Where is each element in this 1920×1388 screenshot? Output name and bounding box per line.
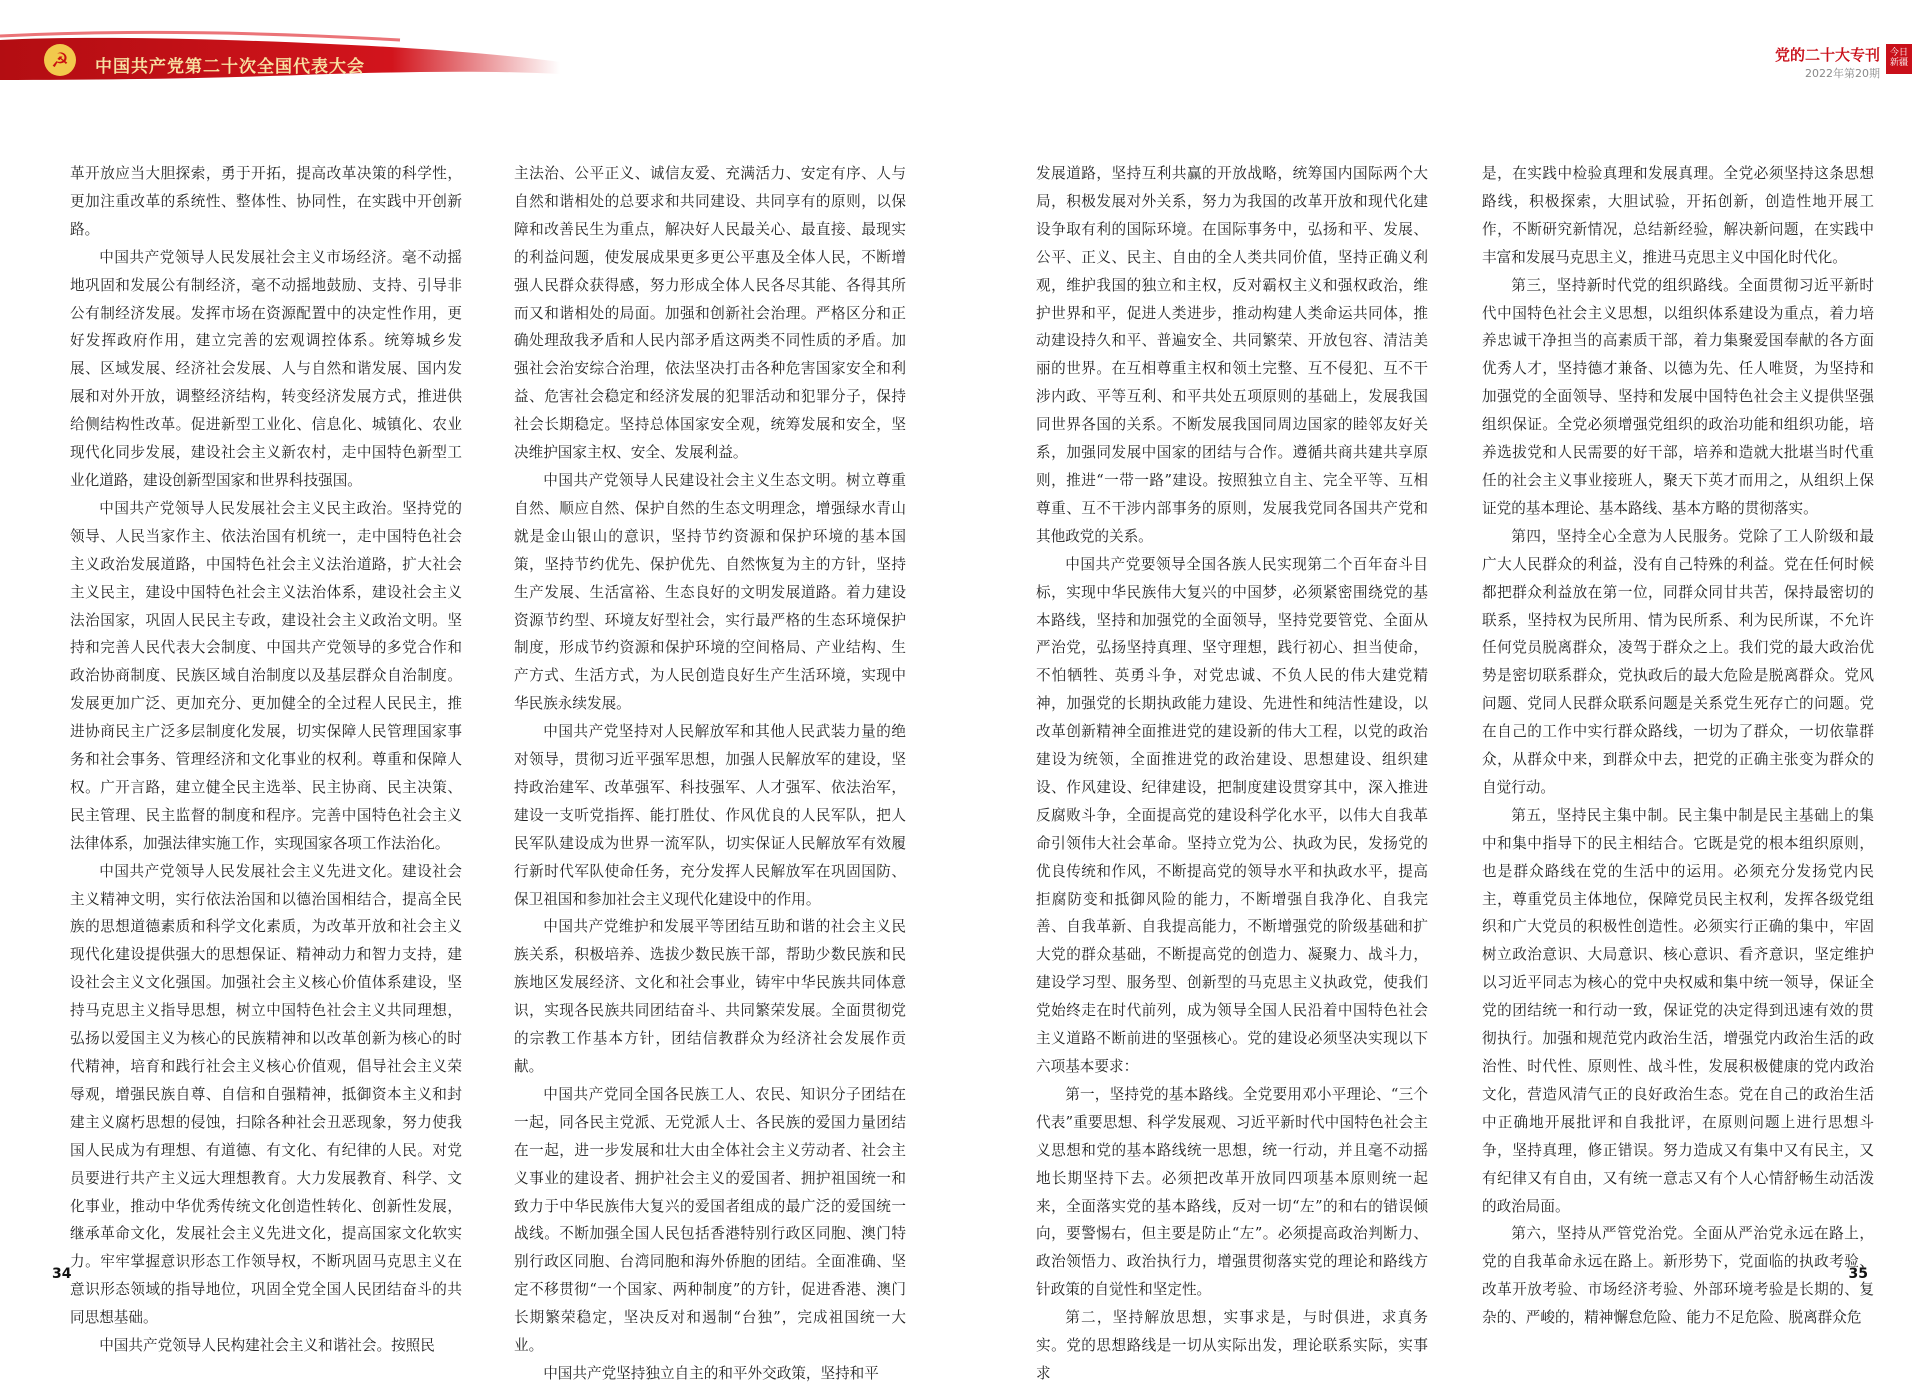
paragraph: 中国共产党领导人民构建社会主义和谐社会。按照民 [99,1337,435,1355]
paragraph: 中国共产党领导人民发展社会主义市场经济。毫不动摇地巩固和发展公有制经济，毫不动摇地鼓励、支持、引导非公有制经济发展。发挥市场在资源配置中的决定性作用，更好发挥政府作用，建立完善的宏观调控体系。统筹城乡发展、区域发展、经济社会发展、人与自然和谐发展、国内发展和对外开放，调整经济结构，转变经济发展方式，推进供给侧结构性改革。促进新型工业化、信息化、城镇化、农业现代化同步发展，建设社会主义新农村，走中国特色新型工业化道路，建设创新型国家和世界科技强国。 [70,248,462,489]
page-number-left: 34 [52,1266,72,1282]
paragraph: 中国共产党坚持对人民解放军和其他人民武装力量的绝对领导，贯彻习近平强军思想，加强人民解放军的建设，坚持政治建军、改革强军、科技强军、人才强军、依法治军，建设一支听党指挥、能打胜仗、作风优良的人民军队，把人民军队建设成为世界一流军队，切实保证人民解放军有效履行新时代军队使命任务，充分发挥人民解放军在巩固国防、保卫祖国和参加社会主义现代化建设中的作用。 [514,723,906,908]
paragraph: 中国共产党领导人民建设社会主义生态文明。树立尊重自然、顺应自然、保护自然的生态文明理念，增强绿水青山就是金山银山的意识，坚持节约资源和保护环境的基本国策，坚持节约优先、保护优先、自然恢复为主的方针，坚持生产发展、生活富裕、生态良好的文明发展道路。着力建设资源节约型、环境友好型社会，实行最严格的生态环境保护制度，形成节约资源和保护环境的空间格局、产业结构、生产方式、生活方式，为人民创造良好生产生活环境，实现中华民族永续发展。 [514,471,906,713]
paragraph: 第五，坚持民主集中制。民主集中制是民主基础上的集中和集中指导下的民主相结合。它既是党的根本组织原则，也是群众路线在党的生活中的运用。必须充分发扬党内民主，尊重党员主体地位，保障党员民主权利，发挥各级党组织和广大党员的积极性创造性。必须实行正确的集中，牢固树立政治意识、大局意识、核心意识、看齐意识，坚定维护以习近平同志为核心的党中央权威和集中统一领导，保证全党的团结统一和行动一致，保证党的决定得到迅速有效的贯彻执行。加强和规范党内政治生活，增强党内政治生活的政治性、时代性、原则性、战斗性，发展积极健康的党内政治文化，营造风清气正的良好政治生态。党在自己的政治生活中正确地开展批评和自我批评，在原则问题上进行思想斗争，坚持真理，修正错误。努力造成又有集中又有民主，又有纪律又有自由，又有统一意志又有个人心情舒畅生动活泼的政治局面。 [1482,806,1874,1215]
text-column-2 [514,160,906,1388]
paragraph: 革开放应当大胆探索，勇于开拓，提高改革决策的科学性，更加注重改革的系统性、整体性、协同性，在实践中开创新路。 [70,165,462,238]
paragraph: 中国共产党领导人民发展社会主义民主政治。坚持党的领导、人民当家作主、依法治国有机统一，走中国特色社会主义政治发展道路，中国特色社会主义法治道路，扩大社会主义民主，建设中国特色社会主义法治体系，建设社会主义法治国家，巩固人民民主专政，建设社会主义政治文明。坚持和完善人民代表大会制度、中国共产党领导的多党合作和政治协商制度、民族区域自治制度以及基层群众自治制度。发展更加广泛、更加充分、更加健全的全过程人民民主，推进协商民主广泛多层制度化发展，切实保障人民管理国家事务和社会事务、管理经济和文化事业的权利。尊重和保障人权。广开言路，建立健全民主选举、民主协商、民主决策、民主管理、民主监督的制度和程序。完善中国特色社会主义法律体系，加强法律实施工作，实现国家各项工作法治化。 [70,499,462,852]
paragraph: 第三，坚持新时代党的组织路线。全面贯彻习近平新时代中国特色社会主义思想，以组织体系建设为重点，着力培养忠诚干净担当的高素质干部，着力集聚爱国奉献的各方面优秀人才，坚持德才兼备、以德为先、任人唯贤，为坚持和加强党的全面领导、坚持和发展中国特色社会主义提供坚强组织保证。全党必须增强党组织的政治功能和组织功能，培养选拔党和人民需要的好干部，培养和造就大批堪当时代重任的社会主义事业接班人，聚天下英才而用之，从组织上保证党的基本理论、基本路线、基本方略的贯彻落实。 [1482,276,1874,517]
header-banner [0,0,560,80]
text-column-3 [1036,160,1428,1388]
paragraph: 中国共产党同全国各民族工人、农民、知识分子团结在一起，同各民主党派、无党派人士、各民族的爱国力量团结在一起，进一步发展和壮大由全体社会主义劳动者、社会主义事业的建设者、拥护社会主义的爱国者、拥护祖国统一和致力于中华民族伟大复兴的爱国者组成的最广泛的爱国统一战线。不断加强全国人民包括香港特别行政区同胞、澳门特别行政区同胞、台湾同胞和海外侨胞的团结。全面准确、坚定不移贯彻“一个国家、两种制度”的方针，促进香港、澳门长期繁荣稳定，坚决反对和遏制“台独”，完成祖国统一大业。 [514,1085,906,1355]
publication-badge: 今日新疆 [1886,44,1912,74]
paragraph: 第四，坚持全心全意为人民服务。党除了工人阶级和最广大人民群众的利益，没有自己特殊的利益。党在任何时候都把群众利益放在第一位，同群众同甘共苦，保持最密切的联系，坚持权为民所用、情为民所系、利为民所谋，不允许任何党员脱离群众，凌驾于群众之上。我们党的最大政治优势是密切联系群众，党执政后的最大危险是脱离群众。党风问题、党同人民群众联系问题是关系党生死存亡的问题。党在自己的工作中实行群众路线，一切为了群众，一切依靠群众，从群众中来，到群众中去，把党的正确主张变为群众的自觉行动。 [1482,527,1874,796]
paragraph: 中国共产党领导人民发展社会主义先进文化。建设社会主义精神文明，实行依法治国和以德治国相结合，提高全民族的思想道德素质和科学文化素质，为改革开放和社会主义现代化建设提供强大的思想保证、精神动力和智力支持，建设社会主义文化强国。加强社会主义核心价值体系建设，坚持马克思主义指导思想，树立中国特色社会主义共同理想，弘扬以爱国主义为核心的民族精神和以改革创新为核心的时代精神，培育和践行社会主义核心价值观，倡导社会主义荣辱观，增强民族自尊、自信和自强精神，抵御资本主义和封建主义腐朽思想的侵蚀，扫除各种社会丑恶现象，努力使我国人民成为有理想、有道德、有文化、有纪律的人民。对党员要进行共产主义远大理想教育。大力发展教育、科学、文化事业，推动中华优秀传统文化创造性转化、创新性发展，继承革命文化，发展社会主义先进文化，提高国家文化软实力。牢牢掌握意识形态工作领导权，不断巩固马克思主义在意识形态领域的指导地位，巩固全党全国人民团结奋斗的共同思想基础。 [70,862,462,1327]
paragraph: 主法治、公平正义、诚信友爱、充满活力、安定有序、人与自然和谐相处的总要求和共同建设、共同享有的原则，以保障和改善民生为重点，解决好人民最关心、最直接、最现实的利益问题，使发展成果更多更公平惠及全体人民，不断增强人民群众获得感，努力形成全体人民各尽其能、各得其所而又和谐相处的局面。加强和创新社会治理。严格区分和正确处理敌我矛盾和人民内部矛盾这两类不同性质的矛盾。加强社会治安综合治理，依法坚决打击各种危害国家安全和利益、危害社会稳定和经济发展的犯罪活动和犯罪分子，保持社会长期稳定。坚持总体国家安全观，统筹发展和安全，坚决维护国家主权、安全、发展利益。 [514,165,906,462]
special-issue [1775,44,1880,81]
hammer-sickle-icon: ☭ [44,44,76,76]
paragraph: 第六，坚持从严管党治党。全面从严治党永远在路上，党的自我革命永远在路上。新形势下，党面临的执政考验、改革开放考验、市场经济考验、外部环境考验是长期的、复杂的、严峻的，精神懈怠危险、能力不足危险、脱离群众危 [1482,1225,1874,1327]
paragraph: 第一，坚持党的基本路线。全党要用邓小平理论、“三个代表”重要思想、科学发展观、习近平新时代中国特色社会主义思想和党的基本路线统一思想，统一行动，并且毫不动摇地长期坚持下去。必须把改革开放同四项基本原则统一起来，全面落实党的基本路线，反对一切“左”的和右的错误倾向，要警惕右，但主要是防止“左”。必须提高政治判断力、政治领悟力、政治执行力，增强贯彻落实党的理论和路线方针政策的自觉性和坚定性。 [1036,1085,1428,1299]
paragraph: 是，在实践中检验真理和发展真理。全党必须坚持这条思想路线，积极探索，大胆试验，开拓创新，创造性地开展工作，不断研究新情况，总结新经验，解决新问题，在实践中丰富和发展马克思主义，推进马克思主义中国化时代化。 [1482,165,1874,266]
special-title: 党的二十大专刊 [1774,46,1880,64]
paragraph: 中国共产党维护和发展平等团结互助和谐的社会主义民族关系，积极培养、选拔少数民族干部，帮助少数民族和民族地区发展经济、文化和社会事业，铸牢中华民族共同体意识，实现各民族共同团结奋斗、共同繁荣发展。全面贯彻党的宗教工作基本方针，团结信教群众为经济社会发展作贡献。 [514,918,906,1075]
paragraph: 第二，坚持解放思想，实事求是，与时俱进，求真务实。党的思想路线是一切从实际出发，理论联系实际，实事求 [1036,1309,1428,1382]
special-subtitle: 2022年第20期 [1805,67,1880,80]
page-number-right: 35 [1848,1266,1868,1282]
paragraph: 中国共产党坚持独立自主的和平外交政策，坚持和平 [543,1364,879,1382]
text-column-4 [1482,160,1874,1332]
paragraph: 中国共产党要领导全国各族人民实现第二个百年奋斗目标，实现中华民族伟大复兴的中国梦，必须紧密围绕党的基本路线，坚持和加强党的全面领导，坚持党要管党、全面从严治党，弘扬坚持真理、坚守理想，践行初心、担当使命，不怕牺牲、英勇斗争，对党忠诚、不负人民的伟大建党精神，加强党的长期执政能力建设、先进性和纯洁性建设，以改革创新精神全面推进党的建设新的伟大工程，以党的政治建设为统领，全面推进党的政治建设、思想建设、组织建设、作风建设、纪律建设，把制度建设贯穿其中，深入推进反腐败斗争，全面提高党的建设科学化水平，以伟大自我革命引领伟大社会革命。坚持立党为公、执政为民，发扬党的优良传统和作风，不断提高党的领导水平和执政水平，提高拒腐防变和抵御风险的能力，不断增强自我净化、自我完善、自我革新、自我提高能力，不断增强党的阶级基础和扩大党的群众基础，不断提高党的创造力、凝聚力、战斗力，建设学习型、服务型、创新型的马克思主义执政党，使我们党始终走在时代前列，成为领导全国人民沿着中国特色社会主义道路不断前进的坚强核心。党的建设必须坚决实现以下六项基本要求： [1036,555,1428,1075]
text-column-1 [70,160,462,1360]
banner-title: 中国共产党第二十次全国代表大会 [95,57,365,77]
paragraph: 发展道路，坚持互利共赢的开放战略，统筹国内国际两个大局，积极发展对外关系，努力为我国的改革开放和现代化建设争取有利的国际环境。在国际事务中，弘扬和平、发展、公平、正义、民主、自由的全人类共同价值，坚持正确义利观，维护我国的独立和主权，反对霸权主义和强权政治，维护世界和平，促进人类进步，推动构建人类命运共同体，推动建设持久和平、普遍安全、共同繁荣、开放包容、清洁美丽的世界。在互相尊重主权和领土完整、互不侵犯、互不干涉内政、平等互利、和平共处五项原则的基础上，发展我国同世界各国的关系。不断发展我国同周边国家的睦邻友好关系，加强同发展中国家的团结与合作。遵循共商共建共享原则，推进“一带一路”建设。按照独立自主、完全平等、互相尊重、互不干涉内部事务的原则，发展我党同各国共产党和其他政党的关系。 [1036,165,1428,545]
